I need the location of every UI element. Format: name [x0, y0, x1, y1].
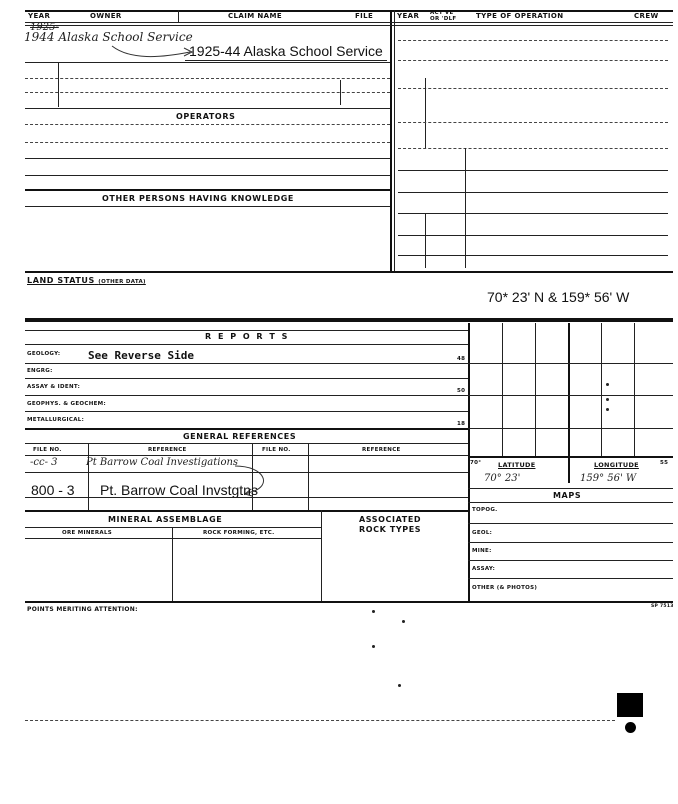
maps-top-rule	[468, 488, 673, 489]
land-status-sub: (OTHER DATA)	[98, 279, 146, 285]
gen-ref-col-divider-3	[308, 443, 309, 510]
header-rule	[25, 22, 673, 23]
operators-rule-4	[25, 175, 390, 176]
row-rule-4	[25, 108, 390, 109]
map-other: OTHER (& PHOTOS)	[472, 585, 538, 591]
handwritten-year: 1925-	[30, 22, 59, 33]
report-geophys-label: GEOPHYS. & GEOCHEM:	[27, 401, 106, 407]
right-row-2	[398, 60, 668, 61]
right-row-6	[398, 170, 668, 171]
gen-ref-col-file-2: FILE NO.	[262, 447, 291, 453]
header-active: ACT'VE OR 'DLF	[430, 10, 457, 22]
lower-section-bottom	[25, 601, 673, 603]
land-status-label: LAND STATUS	[27, 276, 95, 285]
gen-ref-row-rule-2	[25, 497, 468, 498]
form-number: SP 7513	[651, 604, 674, 609]
report-geology-label: GEOLOGY:	[27, 351, 61, 357]
report-assay-label: ASSAY & IDENT:	[27, 384, 81, 390]
right-row-10	[398, 255, 668, 256]
latitude-value: 70° 23'	[484, 473, 521, 484]
mineral-assemblage-heading: MINERAL ASSEMBLAGE	[108, 515, 223, 524]
mineral-rule	[25, 527, 321, 528]
registration-mark	[617, 693, 643, 717]
mineral-header-rule	[25, 538, 321, 539]
grid-dot	[606, 398, 609, 401]
header-owner: OWNER	[90, 12, 122, 20]
upper-section-bottom	[25, 271, 673, 273]
report-metallurgical-num: 18	[457, 421, 466, 427]
gen-ref-col-divider-1	[88, 443, 89, 510]
lat-prefix: 70°	[470, 460, 482, 466]
right-row-1	[398, 40, 668, 41]
report-engrg-label: ENGRG:	[27, 368, 53, 374]
mineral-col-rock: ROCK FORMING, ETC.	[203, 530, 275, 536]
report-rule-2	[25, 378, 468, 379]
associated-rock-types-heading: ASSOCIATED ROCK TYPES	[359, 515, 422, 534]
gen-ref-bottom-rule	[25, 510, 468, 512]
report-rule-4	[25, 411, 468, 412]
typed-owner-label: 1925-44 Alaska School Service	[189, 43, 383, 59]
header-year-2: YEAR	[397, 12, 420, 20]
grid-col-1	[502, 323, 503, 456]
gen-ref-col-file: FILE NO.	[33, 447, 62, 453]
handwritten-ref-file: -cc- 3	[30, 457, 58, 468]
report-geology-value: See Reverse Side	[88, 349, 194, 362]
speck	[402, 620, 405, 623]
header-crew: CREW	[634, 12, 659, 20]
grid-dot	[606, 383, 609, 386]
longitude-value: 159° 56' W	[580, 473, 637, 484]
grid-col-5	[634, 323, 635, 456]
right-col-3	[425, 213, 426, 268]
latitude-label: LATITUDE	[498, 461, 536, 469]
reports-top-rule	[25, 330, 468, 331]
map-geol: GEOL:	[472, 530, 493, 536]
row-rule-1	[25, 62, 390, 63]
header-type-of-operation: TYPE OF OPERATION	[476, 12, 564, 20]
main-vertical-divider-inner	[394, 10, 395, 272]
punch-hole	[625, 722, 636, 733]
col-divider-a	[58, 62, 59, 107]
gen-ref-header-rule	[25, 455, 468, 456]
speck	[372, 610, 375, 613]
report-rule-1	[25, 363, 468, 364]
mineral-col-ore: ORE MINERALS	[62, 530, 113, 536]
maps-row-4	[468, 578, 673, 579]
typed-ref-file: 800 - 3	[31, 482, 75, 498]
row-rule-2	[25, 78, 390, 79]
gen-ref-row-rule-1	[25, 472, 468, 473]
arrow-icon	[110, 40, 200, 62]
land-status-heading	[27, 276, 146, 285]
gen-ref-col-reference-2: REFERENCE	[362, 447, 401, 453]
right-row-5	[398, 148, 668, 149]
typed-ref: Pt. Barrow Coal Invstgtns	[100, 482, 258, 498]
gen-ref-col-reference: REFERENCE	[148, 447, 187, 453]
operators-rule-1	[25, 124, 390, 125]
typed-underline	[185, 60, 387, 61]
right-row-8	[398, 213, 668, 214]
col-divider-b	[340, 80, 341, 105]
assoc-divider	[321, 510, 322, 602]
header-divider	[178, 10, 179, 22]
reports-rule	[25, 344, 468, 345]
grid-col-4	[601, 323, 602, 456]
report-assay-num: 50	[457, 388, 466, 394]
handwritten-owner: 1944 Alaska School Service	[24, 30, 193, 44]
map-assay: ASSAY:	[472, 566, 496, 572]
report-rule-3	[25, 395, 468, 396]
maps-row-1	[468, 523, 673, 524]
points-meriting-attention: POINTS MERITING ATTENTION:	[27, 606, 138, 613]
report-geology-num: 48	[457, 356, 466, 362]
operators-rule-3	[25, 158, 390, 159]
top-border	[25, 10, 673, 12]
right-row-4	[398, 122, 668, 123]
grid-row-1	[468, 363, 673, 364]
coordinates-text: 70* 23' N & 159* 56' W	[487, 289, 630, 305]
general-references-heading: GENERAL REFERENCES	[183, 432, 297, 441]
right-col-2	[465, 148, 466, 268]
maps-heading: MAPS	[553, 491, 582, 500]
right-row-3	[398, 88, 668, 89]
grid-col-3	[568, 323, 570, 483]
maps-rule	[468, 502, 673, 503]
long-suffix: 55	[660, 460, 669, 466]
header-year: YEAR	[28, 12, 51, 20]
operators-rule-2	[25, 142, 390, 143]
grid-row-2	[468, 395, 673, 396]
grid-col-2	[535, 323, 536, 456]
map-mine: MINE:	[472, 548, 492, 554]
operators-rule-5	[25, 189, 390, 191]
bottom-dashed-rule	[25, 720, 615, 721]
right-row-7	[398, 192, 668, 193]
right-col-1	[425, 78, 426, 148]
reports-bottom-rule	[25, 428, 468, 430]
operators-heading: OPERATORS	[176, 112, 236, 121]
header-file: FILE	[355, 12, 374, 20]
report-metallurgical-label: METALLURGICAL:	[27, 417, 85, 423]
map-topog: TOPOG.	[472, 507, 498, 513]
right-row-9	[398, 235, 668, 236]
reports-heading: R E P O R T S	[205, 332, 290, 341]
grid-dot	[606, 408, 609, 411]
header-claim-name: CLAIM NAME	[228, 12, 283, 20]
header-rule-2	[25, 25, 673, 26]
longitude-label: LONGITUDE	[594, 461, 639, 469]
grid-row-3	[468, 428, 673, 429]
section-separator-bar	[25, 318, 673, 322]
maps-row-2	[468, 542, 673, 543]
latlong-top-rule	[468, 456, 673, 458]
speck	[372, 645, 375, 648]
row-rule-3	[25, 92, 390, 93]
speck	[398, 684, 401, 687]
other-persons-rule	[25, 206, 390, 207]
other-persons-heading: OTHER PERSONS HAVING KNOWLEDGE	[102, 194, 294, 203]
handwritten-ref: Pt Barrow Coal Investigations	[86, 457, 239, 468]
maps-row-3	[468, 560, 673, 561]
gen-ref-rule	[25, 443, 468, 444]
main-vertical-divider	[390, 10, 392, 272]
